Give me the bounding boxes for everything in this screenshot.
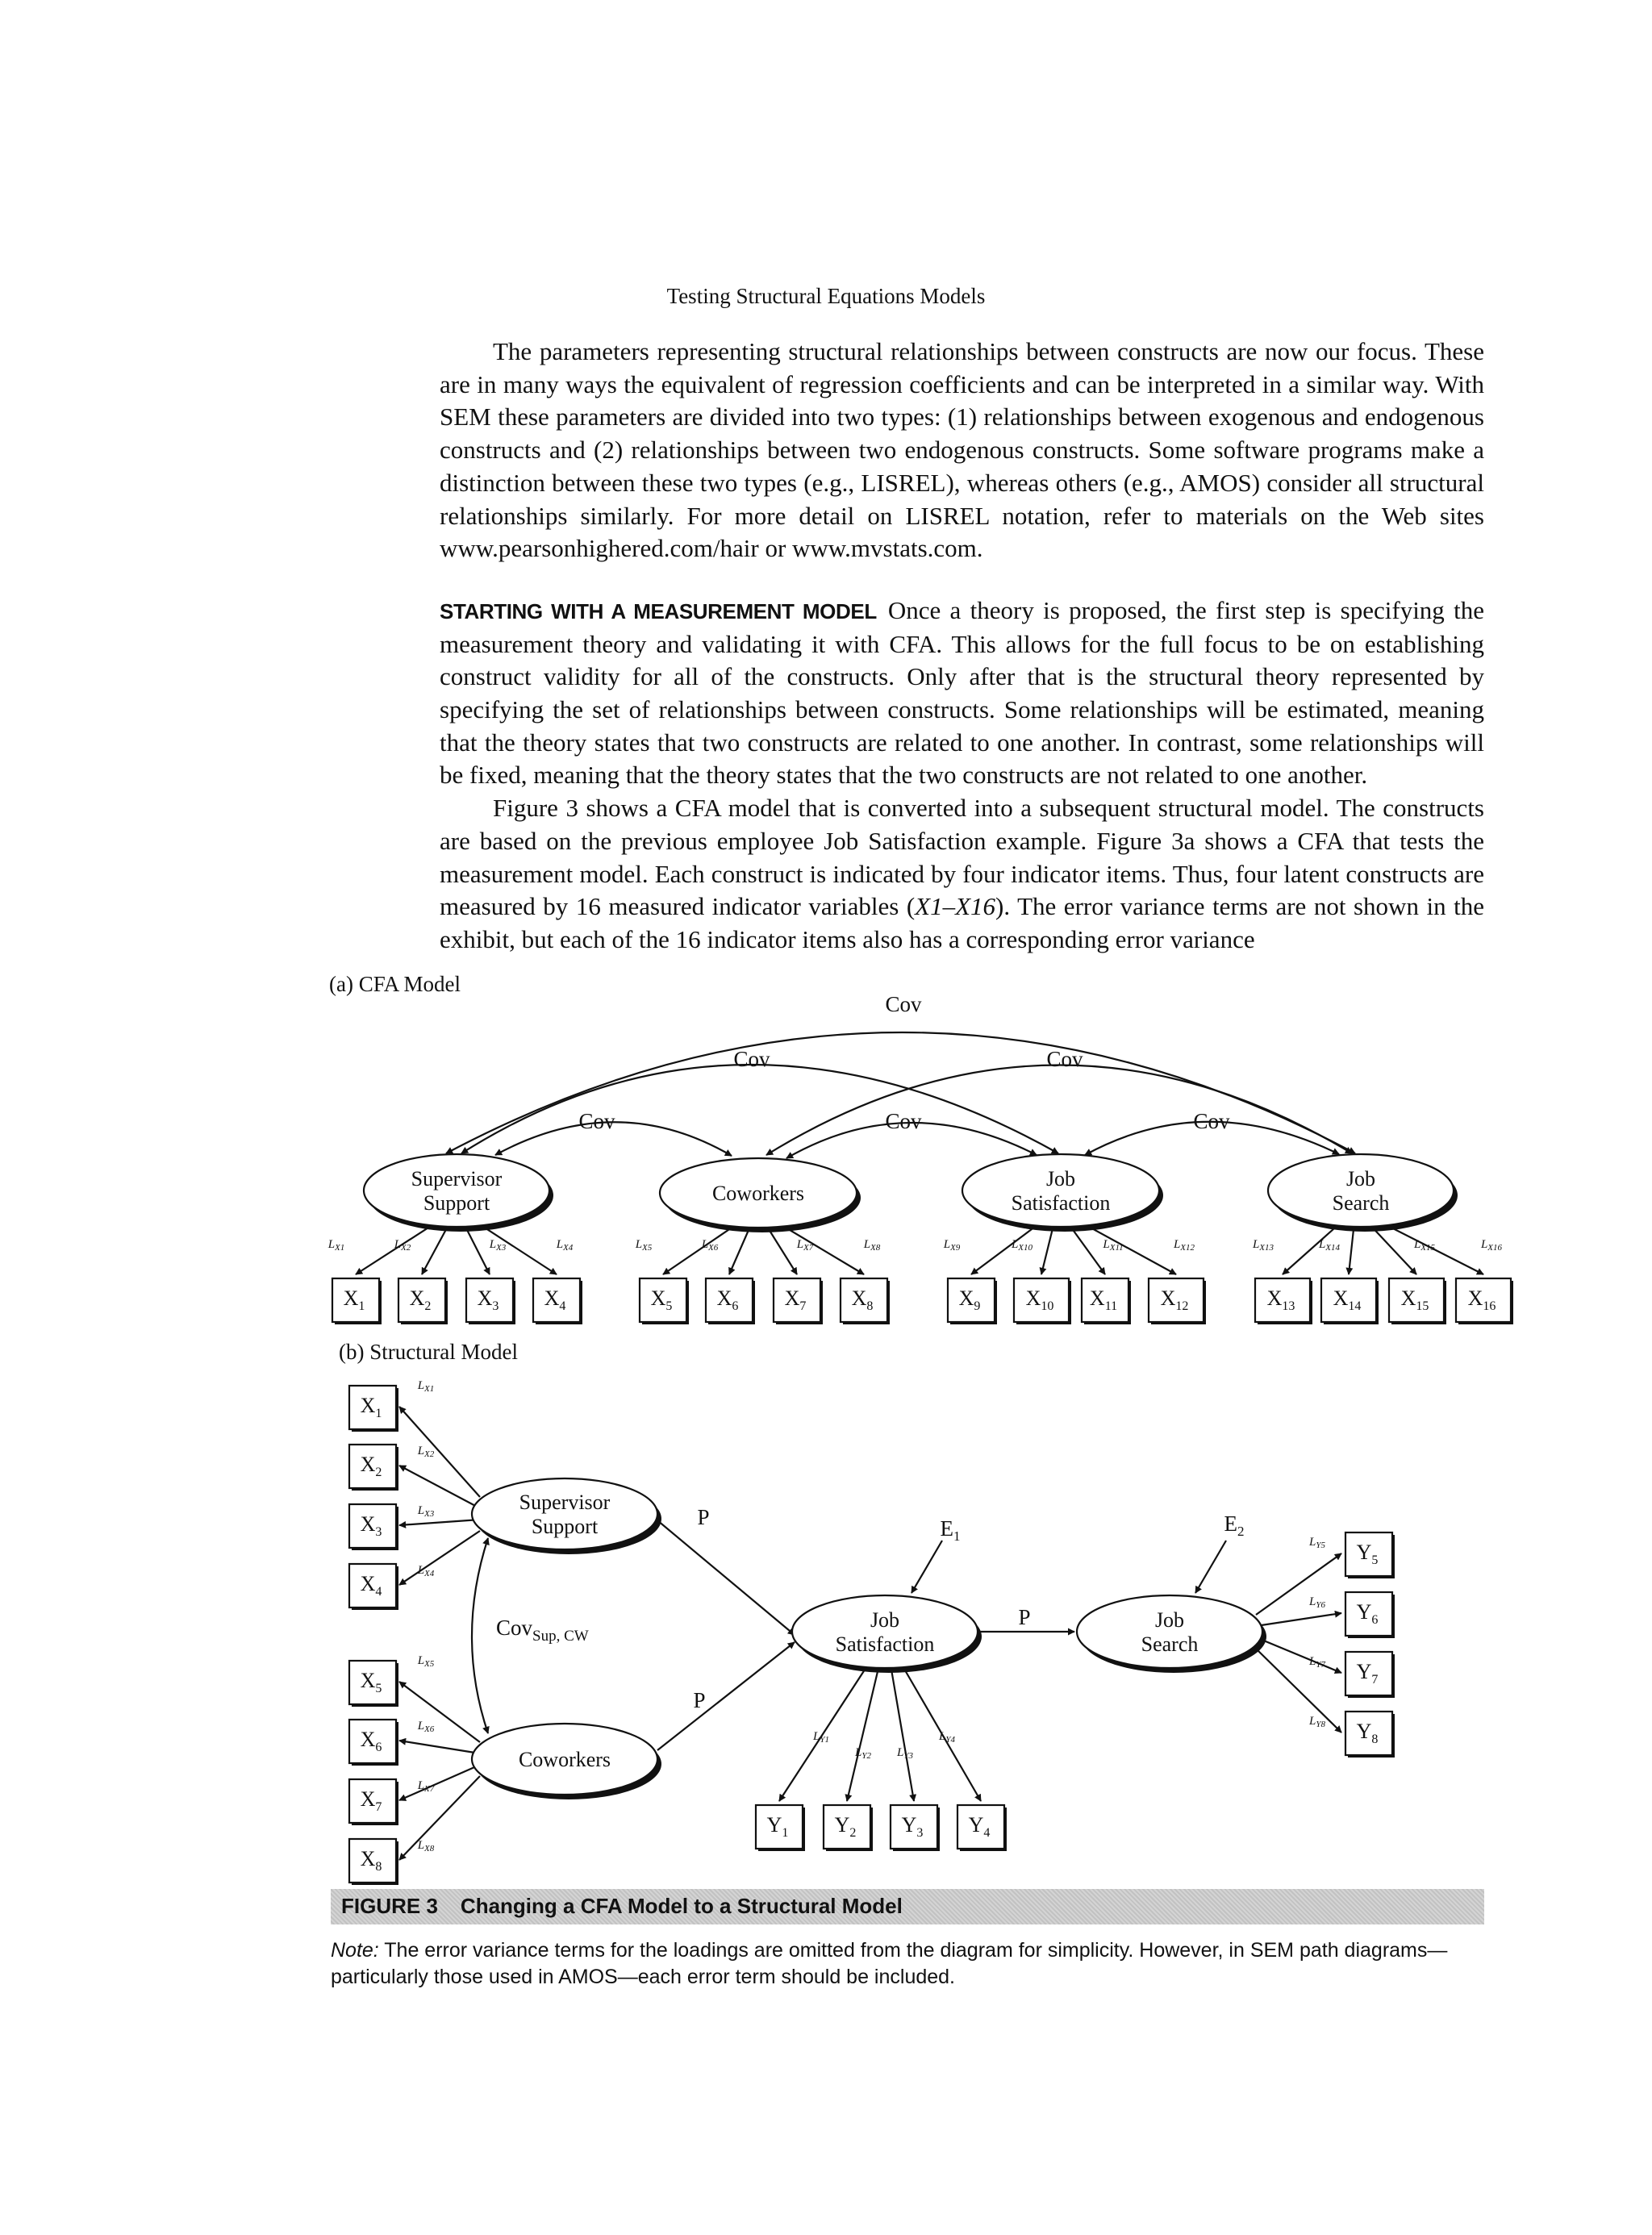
- sem-y-loading-label-6: $L_{Y6}$: [1309, 1595, 1325, 1610]
- sem-job-satisfaction: [792, 1595, 978, 1668]
- cfa-indicator-x14-label: $X_{14}$: [1333, 1286, 1362, 1313]
- cfa-loading-label-13: $L_{X13}$: [1252, 1238, 1274, 1253]
- cfa-loading-label-4: $L_{X4}$: [556, 1238, 574, 1253]
- cfa-indicator-x8-label: $X_8$: [851, 1286, 874, 1313]
- cfa-indicator-x6-label: $X_6$: [716, 1286, 739, 1313]
- cov-label-js-jsr: Cov: [1193, 1109, 1230, 1133]
- section-heading: STARTING WITH A MEASUREMENT MODEL: [440, 598, 877, 623]
- sem-job-search-label-2: Search: [1141, 1632, 1199, 1656]
- sem-x-loading-label-3: $L_{X3}$: [417, 1504, 435, 1519]
- sem-y-loading-label-4: $L_{Y4}$: [939, 1730, 955, 1745]
- running-head: Testing Structural Equations Models: [666, 284, 986, 308]
- sem-x-loading-label-2: $L_{X2}$: [417, 1445, 435, 1459]
- sem-x-loading-arrow-2: [399, 1466, 480, 1508]
- cov-arc-ss-js: [461, 1065, 1058, 1153]
- sem-job-search: [1077, 1595, 1262, 1668]
- cov-label-ss-cw: Cov: [578, 1109, 615, 1133]
- figure-title: Changing a CFA Model to a Structural Model: [460, 1894, 903, 1918]
- cfa-indicator-x4-label: $X_4$: [544, 1286, 566, 1313]
- sem-y-loading-arrow-3: [891, 1665, 914, 1801]
- cfa-supervisor-support-label-2: Support: [423, 1191, 490, 1215]
- cfa-indicator-x16-label: $X_{16}$: [1467, 1286, 1496, 1313]
- sem-coworkers-label-1: Coworkers: [518, 1748, 611, 1771]
- sem-indicator-y8-label: $Y_8$: [1356, 1720, 1379, 1746]
- sem-x-loading-arrow-6: [399, 1741, 480, 1753]
- cfa-loading-label-10: $L_{X10}$: [1011, 1238, 1033, 1253]
- sem-supervisor-support-label-2: Support: [531, 1515, 599, 1538]
- cfa-job-search-label-2: Search: [1332, 1191, 1390, 1215]
- paragraph-2-text: Once a theory is proposed, the first step is specifying the measurement theory and validating it with CFA. This allows for the full focus to be on establishing construct validity for all of the constructs. Only after that is the structural theory represented by specifying the set of relationships between constructs. Some relationships will be estimated, meaning that the theory states that two constructs are related to one another. In contrast, some relationships will be fixed, meaning that the theory states that the two constructs are not related to one another.: [440, 595, 1485, 790]
- error-label-e2: $E_2$: [1224, 1512, 1245, 1539]
- sem-y-loading-label-2: $L_{Y2}$: [855, 1746, 871, 1761]
- cfa-loading-label-7: $L_{X7}$: [796, 1238, 814, 1253]
- paragraph-3: [440, 792, 1484, 957]
- sem-indicator-x8-label: $X_8$: [360, 1847, 382, 1874]
- sem-x-loading-label-5: $L_{X5}$: [417, 1654, 435, 1669]
- sem-supervisor-support: [472, 1478, 657, 1549]
- sem-x-loading-arrow-1: [399, 1407, 480, 1497]
- cov-label-ss-js: Cov: [733, 1047, 770, 1071]
- sem-indicator-y6-label: $Y_6$: [1356, 1600, 1379, 1627]
- sem-x-loading-label-6: $L_{X6}$: [417, 1720, 435, 1734]
- body-text: [440, 336, 1484, 957]
- cfa-loading-label-5: $L_{X5}$: [635, 1238, 653, 1253]
- sem-job-satisfaction-label-2: Satisfaction: [835, 1632, 935, 1656]
- sem-job-satisfaction-label-1: Job: [870, 1608, 900, 1632]
- path-label-ss-js: P: [697, 1505, 710, 1529]
- sem-indicator-x1-label: $X_1$: [360, 1394, 382, 1420]
- figure-caption: [341, 1894, 903, 1919]
- path-label-js-jsr: P: [1018, 1605, 1031, 1629]
- sem-x-loading-arrow-8: [399, 1776, 480, 1860]
- note-text: The error variance terms for the loadings are omitted from the diagram for simplicity. However, in SEM path diagrams—particularly those used in AMOS—each error term should be included.: [331, 1939, 1448, 1988]
- sem-indicator-x5-label: $X_5$: [360, 1669, 382, 1695]
- sem-indicator-y2-label: $Y_2$: [834, 1813, 857, 1840]
- sem-x-loading-label-4: $L_{X4}$: [417, 1564, 435, 1578]
- cfa-loading-label-15: $L_{X15}$: [1413, 1238, 1436, 1253]
- cfa-job-satisfaction: [962, 1154, 1159, 1227]
- cov-sup-cw-label: Cov$_{Sup, CW}$: [496, 1616, 589, 1645]
- cfa-indicator-x9-label: $X_9$: [958, 1286, 981, 1313]
- cfa-coworkers-label-1: Coworkers: [711, 1182, 805, 1205]
- sem-indicator-y5-label: $Y_5$: [1356, 1541, 1379, 1567]
- cfa-job-satisfaction-label-1: Job: [1045, 1167, 1076, 1190]
- cfa-loading-label-2: $L_{X2}$: [394, 1238, 411, 1253]
- sem-y-loading-label-7: $L_{Y7}$: [1309, 1655, 1325, 1670]
- cfa-indicator-x7-label: $X_7$: [784, 1286, 807, 1313]
- error-arrow-e1: [912, 1541, 942, 1593]
- figure-note: [331, 1937, 1484, 1991]
- note-label: Note:: [331, 1939, 379, 1962]
- cfa-indicator-x13-label: $X_{13}$: [1266, 1286, 1295, 1313]
- cfa-loading-label-6: $L_{X6}$: [701, 1238, 719, 1253]
- sem-indicator-x7-label: $X_7$: [360, 1787, 382, 1814]
- sem-job-search-label-1: Job: [1154, 1608, 1185, 1632]
- sem-y-loading-arrow-2: [847, 1665, 879, 1801]
- cov-label-cw-jsr: Cov: [1046, 1047, 1083, 1071]
- cfa-loading-label-14: $L_{X14}$: [1318, 1238, 1341, 1253]
- error-label-e1: $E_1$: [940, 1516, 961, 1544]
- sem-x-loading-label-8: $L_{X8}$: [417, 1839, 435, 1853]
- sem-x-loading-arrow-7: [399, 1765, 480, 1800]
- cfa-loading-label-1: $L_{X1}$: [327, 1238, 345, 1253]
- error-arrow-e2: [1195, 1541, 1226, 1593]
- sem-y-loading-label-8: $L_{Y8}$: [1309, 1715, 1325, 1729]
- paragraph-3-text-a: Figure 3 shows a CFA model that is converted into a subsequent structural model. The constructs are based on the previous employee Job Satisfaction example. Figure 3a shows a CFA that tests the measurement model. Each construct is indicated by four indicator items. Thus, four latent constructs are measured by 16 measured indicator variables (: [440, 794, 1484, 921]
- cfa-loading-label-3: $L_{X3}$: [489, 1238, 507, 1253]
- sem-y-loading-arrow-6: [1256, 1613, 1341, 1626]
- cfa-indicator-x5-label: $X_5$: [650, 1286, 673, 1313]
- cfa-indicator-x1-label: $X_1$: [343, 1286, 365, 1313]
- sem-x-loading-label-7: $L_{X7}$: [417, 1779, 435, 1794]
- cfa-indicator-x12-label: $X_{12}$: [1160, 1286, 1189, 1313]
- cfa-indicator-x2-label: $X_2$: [409, 1286, 432, 1313]
- sem-y-loading-label-5: $L_{Y5}$: [1309, 1536, 1325, 1550]
- cfa-indicator-x15-label: $X_{15}$: [1400, 1286, 1429, 1313]
- cov-arc-ss-jsr: [446, 1032, 1355, 1153]
- cfa-supervisor-support-label-1: Supervisor: [411, 1167, 503, 1190]
- panel-b-title: (b) Structural Model: [339, 1340, 518, 1364]
- path-arrow-cw-js: [657, 1642, 795, 1750]
- sem-indicator-y1-label: $Y_1$: [766, 1813, 789, 1840]
- panel-a-title: (a) CFA Model: [329, 972, 461, 996]
- cfa-loading-label-8: $L_{X8}$: [863, 1238, 881, 1253]
- cfa-loading-label-9: $L_{X9}$: [943, 1238, 961, 1253]
- paragraph-2: [440, 594, 1484, 792]
- sem-indicator-x3-label: $X_3$: [360, 1512, 382, 1539]
- sem-y-loading-arrow-5: [1256, 1553, 1341, 1615]
- sem-y-loading-arrow-7: [1256, 1637, 1341, 1673]
- figure-label: FIGURE 3: [341, 1894, 438, 1918]
- paragraph-1: The parameters representing structural relationships between constructs are now our focus. These are in many ways the equivalent of regression coefficients and can be interpreted in a similar way. With SEM these parameters are divided into two types: (1) relationships between exogenous and endogenous constructs and (2) relationships between two endogenous constructs. Some software programs make a distinction between these two types (e.g., LISREL), whereas others (e.g., AMOS) consider all structural relationships similarly. For more detail on LISREL notation, refer to materials on the Web sites www.pearsonhighered.com/hair or www.mvstats.com.: [440, 337, 1484, 563]
- sem-x-loading-label-1: $L_{X1}$: [417, 1379, 435, 1394]
- sem-indicator-y7-label: $Y_7$: [1356, 1660, 1379, 1687]
- cfa-supervisor-support: [364, 1154, 549, 1227]
- sem-y-loading-arrow-1: [779, 1665, 868, 1801]
- sem-x-loading-arrow-4: [399, 1531, 480, 1585]
- sem-indicator-y4-label: $Y_4$: [968, 1813, 991, 1840]
- cfa-indicator-x3-label: $X_3$: [477, 1286, 499, 1313]
- sem-x-loading-arrow-3: [399, 1520, 480, 1525]
- path-label-cw-js: P: [693, 1688, 706, 1712]
- sem-supervisor-support-label-1: Supervisor: [519, 1491, 611, 1514]
- cfa-indicator-x10-label: $X_{10}$: [1025, 1286, 1054, 1313]
- paragraph-3-text-b: ). The error variance terms are not shown in the exhibit, but each of the 16 indicator items also has a corresponding error variance: [440, 892, 1484, 953]
- sem-y-loading-label-3: $L_{Y3}$: [897, 1746, 913, 1761]
- cfa-job-search-label-1: Job: [1345, 1167, 1376, 1190]
- cfa-job-satisfaction-label-2: Satisfaction: [1011, 1191, 1111, 1215]
- cov-label-cw-js: Cov: [885, 1109, 922, 1133]
- cov-label-ss-jsr: Cov: [885, 992, 922, 1016]
- sem-indicator-y3-label: $Y_3$: [901, 1813, 924, 1840]
- cfa-loading-label-16: $L_{X16}$: [1480, 1238, 1503, 1253]
- sem-indicator-x6-label: $X_6$: [360, 1728, 382, 1754]
- cfa-loading-label-12: $L_{X12}$: [1173, 1238, 1195, 1253]
- cfa-job-search: [1268, 1154, 1454, 1227]
- sem-indicator-x2-label: $X_2$: [360, 1453, 382, 1479]
- indicator-range: X1–X16: [915, 892, 996, 921]
- sem-y-loading-arrow-8: [1256, 1649, 1341, 1733]
- sem-x-loading-arrow-5: [399, 1682, 480, 1742]
- sem-y-loading-label-1: $L_{Y1}$: [813, 1730, 829, 1745]
- cfa-loading-label-11: $L_{X11}$: [1103, 1238, 1124, 1253]
- path-arrow-ss-js: [657, 1520, 795, 1635]
- sem-indicator-x4-label: $X_4$: [360, 1572, 382, 1599]
- cov-arrow-sup-cw: [472, 1538, 488, 1733]
- figure-3-diagram: [0, 968, 1652, 1887]
- cfa-indicator-x11-label: $X_{11}$: [1089, 1286, 1118, 1313]
